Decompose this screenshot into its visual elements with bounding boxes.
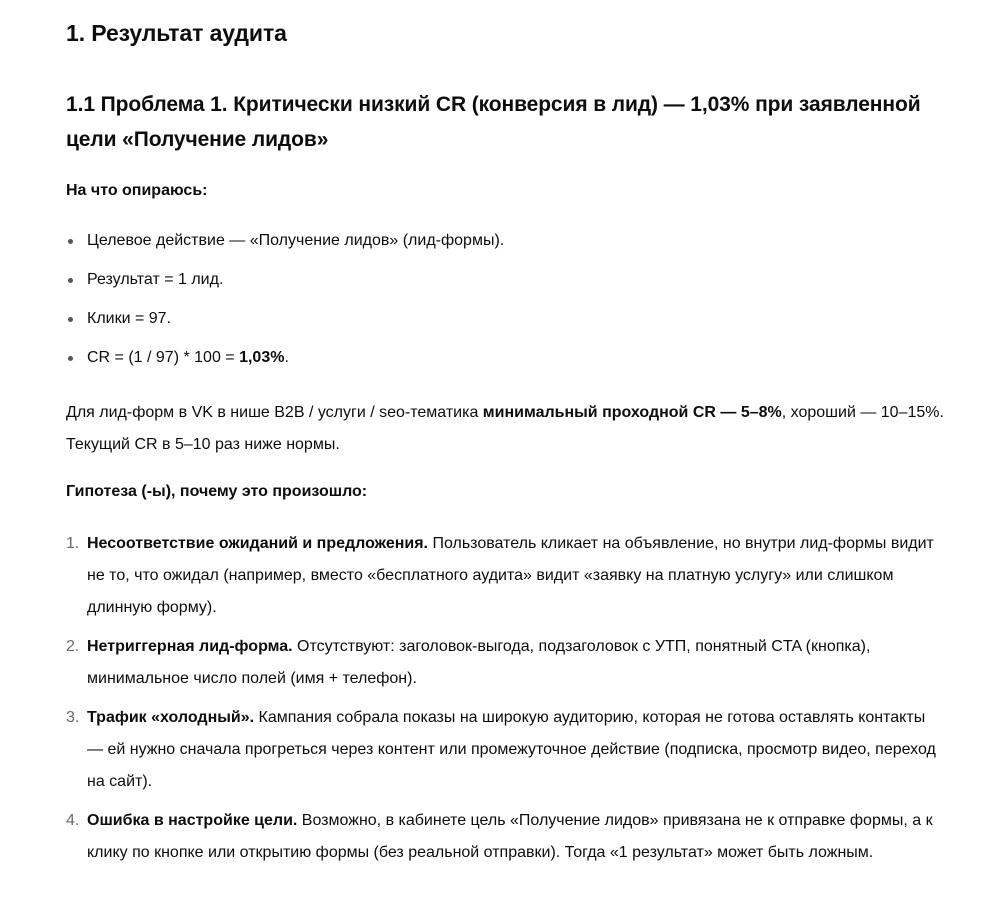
page-title: 1. Результат аудита — [66, 20, 287, 46]
norm-paragraph: Для лид-форм в VK в нише B2B / услуги / seo-тематика минимальный проходной CR — 5–8%, хороший — 10–15%. Текущий CR в 5–10 раз ниже нормы. — [66, 404, 944, 453]
hypothesis-item: 2. Нетриггерная лид-форма. Отсутствуют: заголовок-выгода, подзаголовок с УТП, понятный CTA (кнопка), минимальное число полей (имя + телефон). — [66, 631, 936, 695]
list-item: Клики = 97. — [66, 307, 504, 331]
hypothesis-item: 3. Трафик «холодный». Кампания собрала показы на широкую аудиторию, которая не готова оставлять контакты — ей нужно сначала прогреться через контент или промежуточное действие (подписка, просмотр видео, переход на сайт). — [66, 702, 936, 798]
bullet-dot-icon — [68, 356, 73, 361]
bullet-dot-icon — [68, 317, 73, 322]
item-number: 3. — [66, 709, 80, 726]
hypothesis-list — [66, 528, 936, 876]
hypothesis-label: Гипотеза (-ы), почему это произошло: — [66, 483, 368, 500]
bullet-dot-icon — [68, 278, 73, 283]
hypothesis-title: Ошибка в настройке цели. — [87, 812, 298, 829]
cr-value: 1,03% — [239, 349, 285, 366]
hypothesis-item: 4. Ошибка в настройке цели. Возможно, в кабинете цель «Получение лидов» привязана не к отправке формы, а к клику по кнопке или открытию формы (без реальной отправки). Тогда «1 результат» может быть ложным. — [66, 805, 936, 869]
item-number: 1. — [66, 535, 80, 552]
hypothesis-title: Нетриггерная лид-форма. — [87, 638, 293, 655]
hypothesis-title: Несоответствие ожиданий и предложения. — [87, 535, 428, 552]
norm-highlight: минимальный проходной CR — 5–8% — [482, 404, 782, 421]
list-item: Результат = 1 лид. — [66, 268, 504, 292]
bullet-dot-icon — [68, 239, 73, 244]
hypothesis-title: Трафик «холодный». — [87, 709, 255, 726]
problem-heading: 1.1 Проблема 1. Критически низкий CR (конверсия в лид) — 1,03% при заявленной цели «Получение лидов» — [66, 93, 921, 151]
hypothesis-item: 1. Несоответствие ожиданий и предложения. Пользователь кликает на объявление, но внутри лид-формы видит не то, что ожидал (например, вместо «бесплатного аудита» видит «заявку на платную услугу» или слишком длинную форму). — [66, 528, 936, 624]
list-item: CR = (1 / 97) * 100 = 1,03%. — [66, 346, 504, 370]
basis-label: На что опираюсь: — [66, 182, 208, 199]
item-number: 2. — [66, 638, 80, 655]
basis-list — [66, 229, 504, 385]
list-item: Целевое действие — «Получение лидов» (лид-формы). — [66, 229, 504, 253]
item-number: 4. — [66, 812, 80, 829]
